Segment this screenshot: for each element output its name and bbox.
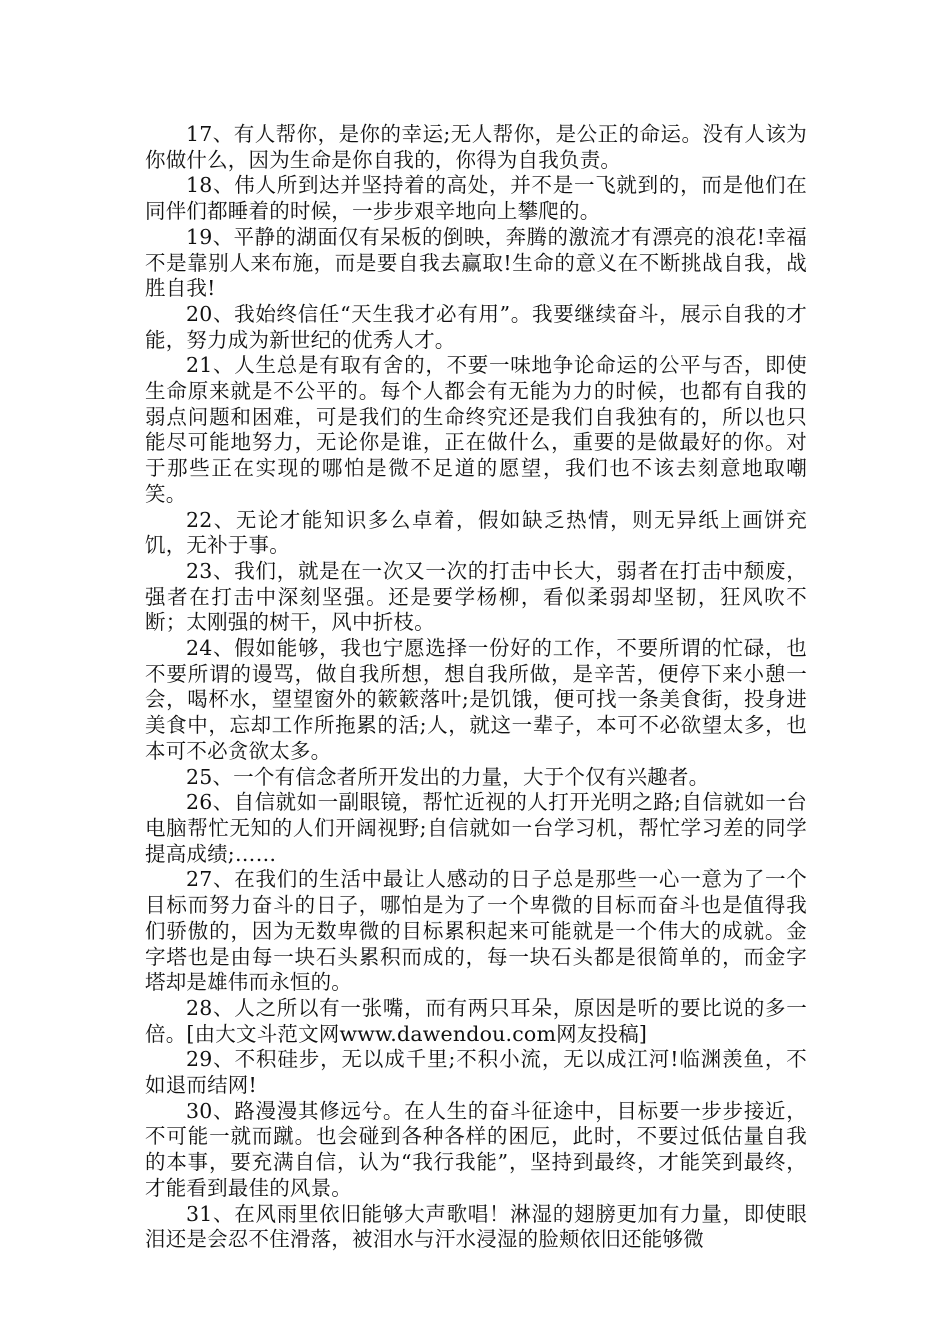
paragraph-24: 24、假如能够，我也宁愿选择一份好的工作，不要所谓的忙碌，也不要所谓的谩骂，做自我所想，想自我所做，是辛苦，便停下来小憩一会，喝杯水，望望窗外的簌簌落叶;是饥饿，便可找一条美食街，投身进美食中，忘却工作所拖累的活;人，就这一辈子，本可不必欲望太多，也本可不必贪欲太多。: [145, 636, 807, 763]
paragraph-31: 31、在风雨里依旧能够大声歌唱！淋湿的翅膀更加有力量，即使眼泪还是会忍不住滑落，被泪水与汗水浸湿的脸颊依旧还能够微: [145, 1201, 807, 1252]
paragraph-21: 21、人生总是有取有舍的，不要一味地争论命运的公平与否，即使生命原来就是不公平的。每个人都会有无能为力的时候，也都有自我的弱点问题和困难，可是我们的生命终究还是我们自我独有的，所以也只能尽可能地努力，无论你是谁，正在做什么，重要的是做最好的你。对于那些正在实现的哪怕是微不足道的愿望，我们也不该去刻意地取嘲笑。: [145, 353, 807, 506]
paragraph-25: 25、一个有信念者所开发出的力量，大于个仅有兴趣者。: [186, 764, 710, 789]
paragraph-28: 28、人之所以有一张嘴，而有两只耳朵，原因是听的要比说的多一倍。[由大文斗范文网www.dawendou.com网友投稿]: [145, 995, 807, 1046]
paragraph-30: 30、路漫漫其修远兮。在人生的奋斗征途中，目标要一步步接近，不可能一就而蹴。也会碰到各种各样的困厄，此时，不要过低估量自我的本事，要充满自信，认为“我行我能”，坚持到最终，才能笑到最终，才能看到最佳的风景。: [145, 1098, 807, 1200]
document-body: [145, 122, 807, 1253]
paragraph-23: 23、我们，就是在一次又一次的打击中长大，弱者在打击中颓废，强者在打击中深刻坚强。还是要学杨柳，看似柔弱却坚韧，狂风吹不断；太刚强的树干，风中折枝。: [145, 558, 807, 635]
paragraph-19: 19、平静的湖面仅有呆板的倒映，奔腾的激流才有漂亮的浪花!幸福不是靠别人来布施，而是要自我去赢取!生命的意义在不断挑战自我，战胜自我!: [145, 224, 807, 301]
paragraph-27: 27、在我们的生活中最让人感动的日子总是那些一心一意为了一个目标而努力奋斗的日子，哪怕是为了一个卑微的目标而奋斗也是值得我们骄傲的，因为无数卑微的目标累积起来可能就是一个伟大的成就。金字塔也是由每一块石头累积而成的，每一块石头都是很简单的，而金字塔却是雄伟而永恒的。: [145, 867, 807, 995]
paragraph-22: 22、无论才能知识多么卓着，假如缺乏热情，则无异纸上画饼充饥，无补于事。: [145, 507, 807, 558]
paragraph-26: 26、自信就如一副眼镜，帮忙近视的人打开光明之路;自信就如一台电脑帮忙无知的人们开阔视野;自信就如一台学习机，帮忙学习差的同学提高成绩;……: [145, 790, 807, 866]
paragraph-17: 17、有人帮你，是你的幸运;无人帮你，是公正的命运。没有人该为你做什么，因为生命是你自我的，你得为自我负责。: [145, 122, 807, 172]
paragraph-29: 29、不积硅步，无以成千里;不积小流，无以成江河!临渊羡鱼，不如退而结网!: [145, 1047, 807, 1098]
paragraph-18: 18、伟人所到达并坚持着的高处，并不是一飞就到的，而是他们在同伴们都睡着的时候，一步步艰辛地向上攀爬的。: [145, 173, 807, 224]
paragraph-20: 20、我始终信任“天生我才必有用”。我要继续奋斗，展示自我的才能，努力成为新世纪的优秀人才。: [145, 301, 807, 352]
